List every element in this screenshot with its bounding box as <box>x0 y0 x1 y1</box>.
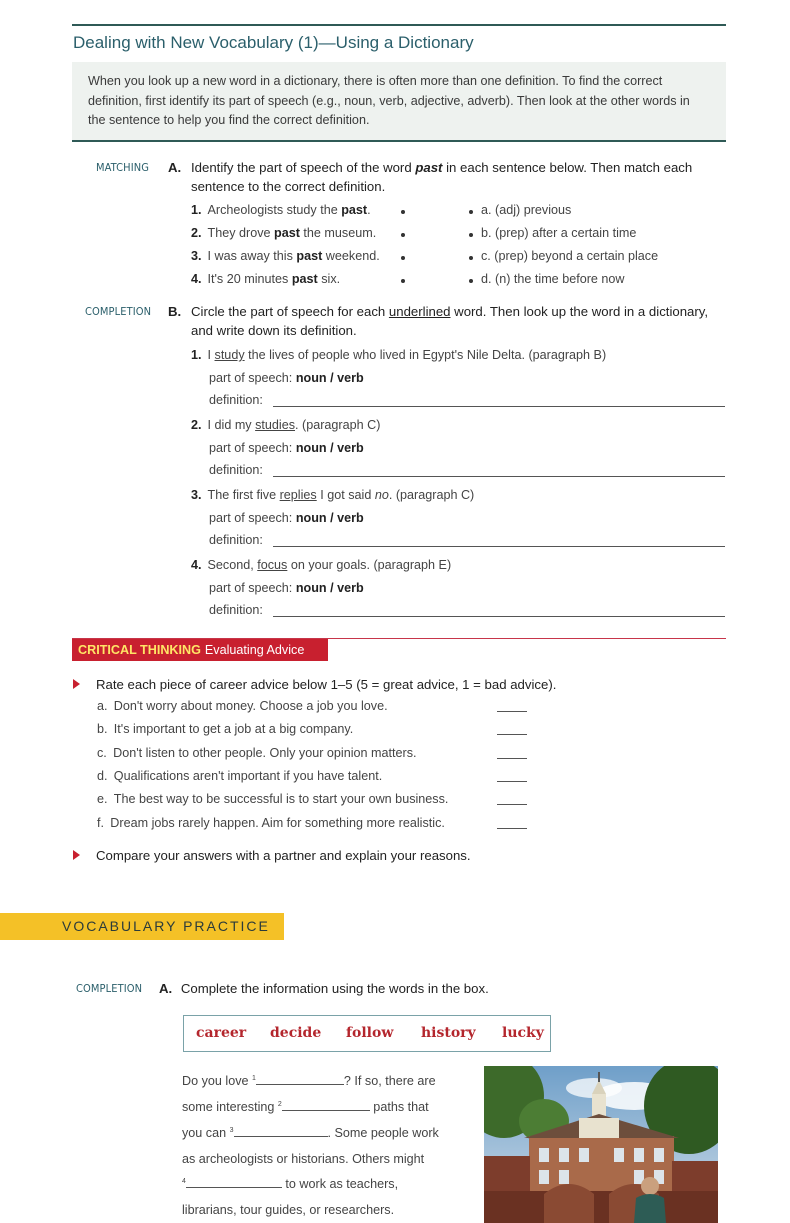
b-item-2-pos[interactable]: part of speech: noun / verb <box>209 441 364 455</box>
word-box <box>183 1015 551 1052</box>
b-item-4-pos[interactable]: part of speech: noun / verb <box>209 581 364 595</box>
match-dot-right-b[interactable] <box>469 233 473 237</box>
word-history: history <box>421 1025 476 1041</box>
b-item-1-definition-label: definition: <box>209 393 263 407</box>
section-title: Dealing with New Vocabulary (1)—Using a Dictionary <box>73 33 474 52</box>
rating-blank-b[interactable] <box>497 734 527 735</box>
gap-line-4: as archeologists or historians. Others might <box>182 1152 425 1166</box>
gap-blank-2[interactable] <box>282 1110 370 1111</box>
b-item-4-definition-line[interactable] <box>273 616 725 617</box>
gap-blank-4[interactable] <box>186 1187 282 1188</box>
advice-e: e. The best way to be successful is to start your own business. <box>97 792 449 806</box>
rating-blank-a[interactable] <box>497 711 527 712</box>
b-item-4-sentence: 4. Second, focus on your goals. (paragraph E) <box>191 558 452 572</box>
word-career: career <box>196 1025 247 1041</box>
top-rule <box>72 24 726 26</box>
instr-b-underlined: underlined <box>388 304 451 319</box>
vocab-instruction: A. Complete the information using the words in the box. <box>159 981 489 996</box>
rating-blank-e[interactable] <box>497 804 527 805</box>
bullet-triangle-icon <box>73 679 80 689</box>
gap-blank-1[interactable] <box>256 1084 344 1085</box>
advice-c: c. Don't listen to other people. Only your opinion matters. <box>97 746 417 760</box>
b-item-2-definition-line[interactable] <box>273 476 725 477</box>
advice-b: b. It's important to get a job at a big company. <box>97 722 354 736</box>
definition-d: d. (n) the time before now <box>481 272 625 286</box>
match-dot-right-c[interactable] <box>469 256 473 260</box>
rating-blank-d[interactable] <box>497 781 527 782</box>
word-decide: decide <box>270 1025 322 1041</box>
b-item-3-definition-line[interactable] <box>273 546 725 547</box>
match-sentence-4: 4. It's 20 minutes past six. <box>191 272 341 286</box>
match-dot-left-2[interactable] <box>401 233 405 237</box>
b-item-1-sentence: 1. I study the lives of people who lived in Egypt's Nile Delta. (paragraph B) <box>191 348 607 362</box>
advice-a: a. Don't worry about money. Choose a job you love. <box>97 699 388 713</box>
compare-prompt: Compare your answers with a partner and explain your reasons. <box>96 848 471 863</box>
exercise-a-letter: A. <box>168 160 182 175</box>
match-dot-left-3[interactable] <box>401 256 405 260</box>
gap-blank-3[interactable] <box>234 1136 328 1137</box>
gap-line-6: librarians, tour guides, or researchers. <box>182 1203 395 1217</box>
exercise-b-instruction: B. Circle the part of speech for each underlined word. Then look up the word in a dictionary, and write down its definition. <box>168 304 709 338</box>
b-item-2-definition-label: definition: <box>209 463 263 477</box>
match-dot-left-1[interactable] <box>401 210 405 214</box>
b-item-3-sentence: 3. The first five replies I got said no. (paragraph C) <box>191 488 475 502</box>
match-sentence-3: 3. I was away this past weekend. <box>191 249 380 263</box>
b-item-3-definition-label: definition: <box>209 533 263 547</box>
intro-text: When you look up a new word in a dictionary, there is often more than one definition. To find the correct definition, first identify its part of speech (e.g., noun, verb, adjective, adverb). Then look at the other words in the sentence to help you find the correct definition. <box>88 74 690 127</box>
exercise-a-label: MATCHING <box>96 161 149 174</box>
critical-thinking-subtitle: Evaluating Advice <box>204 643 305 657</box>
rate-prompt: Rate each piece of career advice below 1–5 (5 = great advice, 1 = bad advice). <box>96 677 557 692</box>
b-item-2-sentence: 2. I did my studies. (paragraph C) <box>191 418 381 432</box>
vocab-exercise-label: COMPLETION <box>76 982 143 995</box>
intro-box <box>72 62 726 140</box>
gap-line-2: some interesting $^2$ paths that <box>182 1100 429 1114</box>
match-dot-right-a[interactable] <box>469 210 473 214</box>
word-follow: follow <box>346 1025 394 1041</box>
intro-bottom-rule <box>72 140 726 142</box>
instr-a-part1: Identify the part of speech of the word <box>191 160 416 175</box>
match-sentence-1: 1. Archeologists study the past. <box>191 203 371 217</box>
critical-thinking-tag <box>72 639 328 661</box>
critical-thinking-title: CRITICAL THINKING <box>78 643 201 657</box>
gap-line-5: $^4$ to work as teachers, <box>182 1177 399 1191</box>
advice-d: d. Qualifications aren't important if you have talent. <box>97 769 383 783</box>
historic-building-photo <box>484 1066 718 1223</box>
b-item-3-pos[interactable]: part of speech: noun / verb <box>209 511 364 525</box>
exercise-a-instruction <box>168 158 723 194</box>
b-item-1-pos[interactable]: part of speech: noun / verb <box>209 371 364 385</box>
word-lucky: lucky <box>502 1025 544 1041</box>
rating-blank-f[interactable] <box>497 828 527 829</box>
vocabulary-practice-tag: VOCABULARY PRACTICE <box>0 913 284 940</box>
historic-building-illustration <box>484 1066 718 1223</box>
match-sentence-2: 2. They drove past the museum. <box>191 226 377 240</box>
gap-line-3: you can $^3$ . Some people work <box>182 1126 439 1140</box>
match-dot-right-d[interactable] <box>469 279 473 283</box>
match-dot-left-4[interactable] <box>401 279 405 283</box>
rating-blank-c[interactable] <box>497 758 527 759</box>
exercise-b-letter: B. <box>168 304 182 319</box>
gap-line-1: Do you love $^1$ ? If so, there are <box>182 1074 436 1088</box>
instr-a-word: past <box>415 160 443 175</box>
definition-c: c. (prep) beyond a certain place <box>481 249 659 263</box>
b-item-4-definition-label: definition: <box>209 603 263 617</box>
bullet-triangle-icon <box>73 850 80 860</box>
advice-f: f. Dream jobs rarely happen. Aim for something more realistic. <box>97 816 445 830</box>
b-item-1-definition-line[interactable] <box>273 406 725 407</box>
exercise-b-label: COMPLETION <box>85 305 152 318</box>
definition-b: b. (prep) after a certain time <box>481 226 637 240</box>
definition-a: a. (adj) previous <box>481 203 572 217</box>
instr-a-part2: in each sentence below. Then match each sentence to the correct definition. <box>191 160 693 194</box>
